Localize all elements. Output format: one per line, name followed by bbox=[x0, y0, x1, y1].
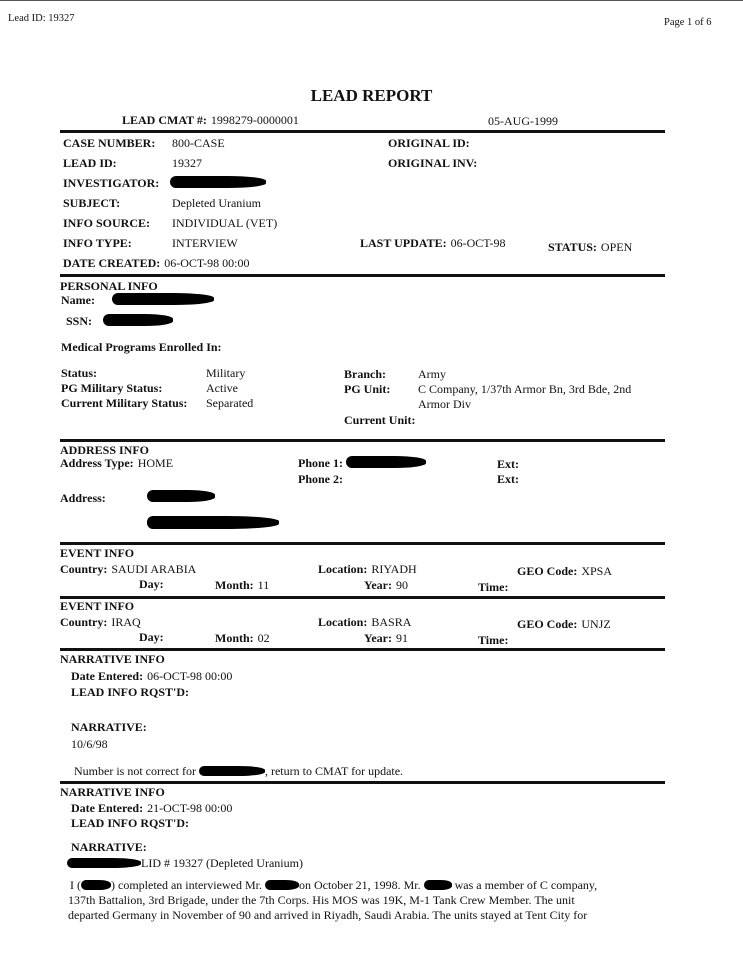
redaction-ssn bbox=[103, 314, 173, 326]
info-type-label: INFO TYPE: bbox=[63, 236, 132, 250]
event1-month-row bbox=[215, 578, 269, 592]
event1-location: RIYADH bbox=[371, 562, 417, 576]
date-created-label: DATE CREATED: bbox=[63, 256, 161, 270]
narrative1-date: 06-OCT-98 00:00 bbox=[147, 669, 233, 683]
event2-year-label: Year: bbox=[364, 631, 392, 645]
redaction-interviewee-2 bbox=[424, 880, 452, 890]
event1-heading: EVENT INFO bbox=[60, 546, 135, 560]
pg-military-status: Active bbox=[206, 381, 238, 395]
last-update: 06-OCT-98 bbox=[450, 236, 506, 250]
divider bbox=[60, 648, 665, 651]
report-date: 05-AUG-1999 bbox=[488, 114, 558, 128]
narrative1-line2a: Number is not correct for bbox=[74, 764, 196, 778]
narrative1-label: NARRATIVE: bbox=[71, 720, 147, 734]
event1-time-label: Time: bbox=[478, 580, 509, 594]
address-info-heading: ADDRESS INFO bbox=[60, 443, 150, 457]
phone1-label: Phone 1: bbox=[298, 456, 343, 470]
narrative2-date: 21-OCT-98 00:00 bbox=[147, 801, 233, 815]
original-id-label: ORIGINAL ID: bbox=[388, 136, 470, 150]
cmat-value: 1998279-0000001 bbox=[210, 113, 299, 127]
event1-year-label: Year: bbox=[364, 578, 392, 592]
current-military-status-label: Current Military Status: bbox=[61, 396, 188, 410]
top-edge-line bbox=[0, 0, 743, 1]
event2-location-row bbox=[318, 615, 411, 629]
event2-geo: UNJZ bbox=[581, 617, 611, 631]
narrative2-p2: 137th Battalion, 3rd Brigade, under the 7th Corps. His MOS was 19K, M-1 Tank Crew Member. The unit bbox=[68, 893, 575, 907]
divider bbox=[60, 542, 665, 545]
redaction-name bbox=[112, 293, 214, 305]
event2-month: 02 bbox=[257, 631, 270, 645]
ext2-label: Ext: bbox=[497, 472, 519, 486]
event1-geo-row bbox=[517, 564, 612, 578]
event2-month-row bbox=[215, 631, 270, 645]
pg-unit-line2: Armor Div bbox=[418, 397, 471, 411]
event1-geo-label: GEO Code: bbox=[517, 564, 578, 578]
pg-military-status-label: PG Military Status: bbox=[61, 381, 163, 395]
narrative2-date-label: Date Entered: bbox=[71, 801, 144, 815]
address-type: HOME bbox=[137, 456, 174, 470]
event2-time-label: Time: bbox=[478, 633, 509, 647]
cmat-label: LEAD CMAT #: bbox=[122, 113, 207, 127]
subject: Depleted Uranium bbox=[172, 196, 261, 210]
original-inv-label: ORIGINAL INV: bbox=[388, 156, 478, 170]
event2-location-label: Location: bbox=[318, 615, 368, 629]
branch-label: Branch: bbox=[344, 367, 386, 381]
event2-country-row bbox=[60, 615, 141, 629]
narrative1-line1: 10/6/98 bbox=[71, 737, 108, 751]
event1-day-label: Day: bbox=[139, 577, 164, 591]
event2-day-label: Day: bbox=[139, 630, 164, 644]
address-type-row bbox=[60, 456, 173, 470]
current-unit-label: Current Unit: bbox=[344, 413, 416, 427]
narrative2-heading: NARRATIVE INFO bbox=[60, 785, 165, 799]
cmat-row bbox=[122, 113, 299, 127]
case-number: 800-CASE bbox=[172, 136, 225, 150]
status-mil: Military bbox=[206, 366, 246, 380]
event2-month-label: Month: bbox=[215, 631, 254, 645]
last-update-row bbox=[360, 236, 505, 250]
narrative2-p1d: was a member of C company, bbox=[454, 878, 598, 892]
event1-geo: XPSA bbox=[581, 564, 613, 578]
event2-heading: EVENT INFO bbox=[60, 599, 135, 613]
branch: Army bbox=[418, 367, 446, 381]
redaction-interviewer bbox=[81, 880, 111, 890]
event1-location-label: Location: bbox=[318, 562, 368, 576]
lead-id-label: LEAD ID: bbox=[63, 156, 117, 170]
event1-month-label: Month: bbox=[215, 578, 254, 592]
event1-month: 11 bbox=[257, 578, 270, 592]
phone2-label: Phone 2: bbox=[298, 472, 343, 486]
event1-year: 90 bbox=[395, 578, 408, 592]
divider bbox=[60, 130, 665, 133]
narrative2-p3: departed Germany in November of 90 and arrived in Riyadh, Saudi Arabia. The units stayed at Tent City for bbox=[68, 908, 588, 922]
event2-year: 91 bbox=[395, 631, 408, 645]
event2-geo-row bbox=[517, 617, 611, 631]
address-type-label: Address Type: bbox=[60, 456, 134, 470]
page-number: Page 1 of 6 bbox=[664, 17, 712, 28]
event1-country: SAUDI ARABIA bbox=[111, 562, 197, 576]
page-title: LEAD REPORT bbox=[310, 86, 433, 105]
event2-country: IRAQ bbox=[111, 615, 141, 629]
ext1-label: Ext: bbox=[497, 457, 519, 471]
lead-id: 19327 bbox=[172, 156, 202, 170]
info-source-label: INFO SOURCE: bbox=[63, 216, 151, 230]
info-type: INTERVIEW bbox=[172, 236, 238, 250]
event1-year-row bbox=[364, 578, 408, 592]
subject-label: SUBJECT: bbox=[63, 196, 121, 210]
narrative2-p1c: on October 21, 1998. Mr. bbox=[298, 878, 421, 892]
status-value: OPEN bbox=[600, 240, 633, 254]
narrative2-lid: LID # 19327 (Depleted Uranium) bbox=[141, 856, 303, 870]
redaction-lid-name bbox=[67, 858, 141, 868]
redaction-narrative1 bbox=[199, 766, 265, 776]
narrative2-rqst-label: LEAD INFO RQST'D: bbox=[71, 816, 190, 830]
event2-year-row bbox=[364, 631, 408, 645]
narrative2-p1 bbox=[70, 878, 597, 892]
status-mil-label: Status: bbox=[61, 366, 98, 380]
address-label: Address: bbox=[60, 491, 106, 505]
name-label: Name: bbox=[61, 293, 95, 307]
investigator-label: INVESTIGATOR: bbox=[63, 176, 160, 190]
pg-unit-label: PG Unit: bbox=[344, 382, 391, 396]
event2-country-label: Country: bbox=[60, 615, 108, 629]
divider bbox=[60, 596, 665, 599]
redaction-address-line1 bbox=[147, 490, 215, 502]
narrative1-date-label: Date Entered: bbox=[71, 669, 144, 683]
narrative1-heading: NARRATIVE INFO bbox=[60, 652, 165, 666]
redaction-interviewee-1 bbox=[265, 880, 299, 890]
narrative1-date-row bbox=[71, 669, 232, 683]
status-label: STATUS: bbox=[548, 240, 597, 254]
status-row bbox=[548, 240, 632, 254]
event2-location: BASRA bbox=[371, 615, 412, 629]
narrative2-date-row bbox=[71, 801, 232, 815]
redaction-investigator bbox=[170, 176, 266, 188]
header-lead-id: Lead ID: 19327 bbox=[8, 13, 75, 24]
narrative2-p1b: ) completed an interviewed Mr. bbox=[111, 878, 262, 892]
case-number-label: CASE NUMBER: bbox=[63, 136, 156, 150]
pg-unit-line1: C Company, 1/37th Armor Bn, 3rd Bde, 2nd bbox=[418, 382, 632, 396]
info-source: INDIVIDUAL (VET) bbox=[172, 216, 278, 230]
date-created-row bbox=[63, 256, 249, 270]
ssn-label: SSN: bbox=[66, 314, 93, 328]
event2-geo-label: GEO Code: bbox=[517, 617, 578, 631]
narrative2-p1a: I ( bbox=[70, 878, 81, 892]
redaction-phone1 bbox=[346, 456, 426, 468]
date-created: 06-OCT-98 00:00 bbox=[164, 256, 250, 270]
divider bbox=[60, 274, 665, 277]
personal-info-heading: PERSONAL INFO bbox=[60, 279, 158, 293]
narrative1-line2 bbox=[74, 764, 403, 778]
event1-country-label: Country: bbox=[60, 562, 108, 576]
last-update-label: LAST UPDATE: bbox=[360, 236, 447, 250]
medical-programs-label: Medical Programs Enrolled In: bbox=[61, 340, 222, 354]
event1-location-row bbox=[318, 562, 417, 576]
event1-country-row bbox=[60, 562, 196, 576]
divider bbox=[60, 781, 665, 784]
narrative2-lid-row bbox=[67, 856, 303, 870]
current-military-status: Separated bbox=[206, 396, 254, 410]
divider bbox=[60, 439, 665, 442]
redaction-address-line2 bbox=[147, 516, 279, 529]
narrative1-line2b: , return to CMAT for update. bbox=[264, 764, 404, 778]
narrative2-label: NARRATIVE: bbox=[71, 840, 147, 854]
narrative1-rqst-label: LEAD INFO RQST'D: bbox=[71, 685, 190, 699]
